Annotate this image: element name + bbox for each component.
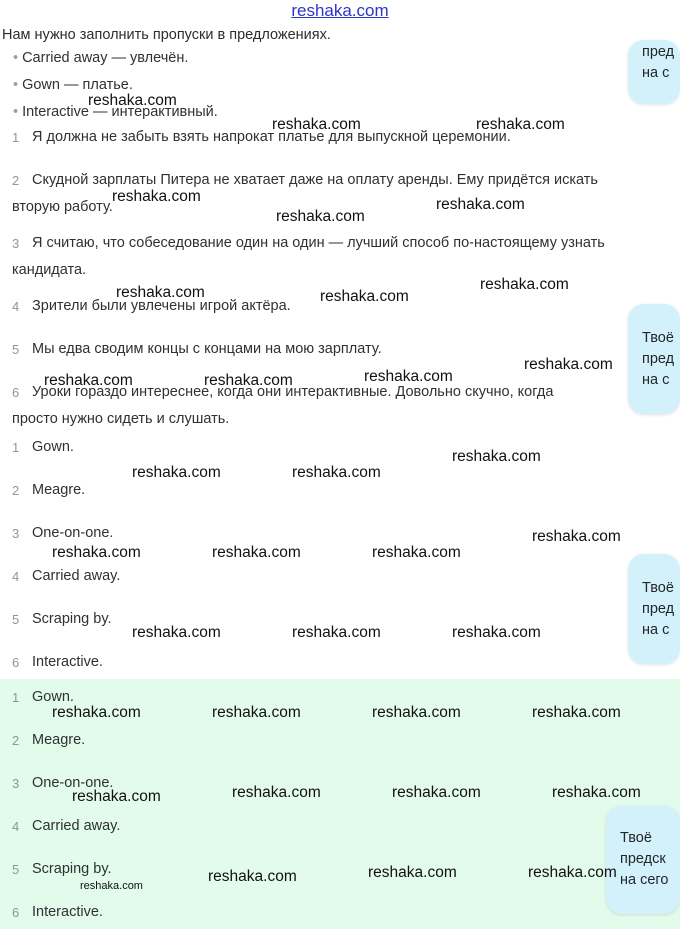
item-number: 6 (12, 655, 20, 670)
watermark: reshaka.com (364, 368, 453, 385)
sentence-text-cont: вторую работу. (12, 199, 113, 215)
watermark: reshaka.com (532, 704, 621, 721)
sentence-text: Мы едва сводим концы с концами на мою зарплату. (32, 341, 382, 357)
watermark: reshaka.com (368, 864, 457, 881)
watermark: reshaka.com (552, 784, 641, 801)
answer-text: One-on-one. (32, 525, 114, 541)
sentence-item (12, 230, 680, 284)
watermark: reshaka.com (204, 372, 293, 389)
answer-item (12, 563, 680, 590)
bubble-line: пред (642, 44, 675, 60)
item-number: 5 (12, 612, 20, 627)
bubble-line: на с (642, 65, 670, 81)
answer-text: Meagre. (32, 482, 86, 498)
vocab-item (13, 77, 133, 93)
answer-text: Gown. (32, 689, 74, 705)
suggestion-bubble[interactable] (628, 554, 680, 664)
answer-text: Gown. (32, 439, 74, 455)
watermark: reshaka.com (132, 624, 221, 641)
suggestion-bubble[interactable] (628, 304, 680, 414)
watermark: reshaka.com (528, 864, 617, 881)
watermark: reshaka.com (524, 356, 613, 373)
watermark: reshaka.com (72, 788, 161, 805)
item-number: 3 (12, 776, 20, 791)
item-number: 4 (12, 299, 20, 314)
watermark: reshaka.com (532, 528, 621, 545)
answer-item (12, 434, 680, 461)
watermark: reshaka.com (208, 868, 297, 885)
watermark: reshaka.com (372, 704, 461, 721)
answer-text: Interactive. (32, 904, 103, 920)
watermark: reshaka.com (44, 372, 133, 389)
watermark: reshaka.com (476, 116, 565, 133)
suggestion-bubble[interactable] (606, 806, 680, 914)
watermark: reshaka.com (392, 784, 481, 801)
task-intro: Нам нужно заполнить пропуски в предложениях. (2, 27, 331, 43)
sentence-text: Я считаю, что собеседование один на один — лучший способ по-настоящему узнать (32, 235, 605, 251)
watermark: reshaka.com (292, 624, 381, 641)
watermark: reshaka.com (436, 196, 525, 213)
item-number: 3 (12, 236, 20, 251)
answer-text: Interactive. (32, 654, 103, 670)
watermark: reshaka.com (320, 288, 409, 305)
bubble-line: пред (642, 351, 675, 367)
sentence-text-cont: кандидата. (12, 262, 87, 278)
item-number: 4 (12, 569, 20, 584)
bullet-dot: • (13, 50, 19, 66)
item-number: 2 (12, 173, 20, 188)
item-number: 3 (12, 526, 20, 541)
answer-text: Carried away. (32, 568, 121, 584)
answer-item (12, 649, 680, 676)
watermark: reshaka.com (292, 464, 381, 481)
bubble-line: на с (642, 622, 670, 638)
vocab-item (13, 50, 188, 66)
watermark: reshaka.com (480, 276, 569, 293)
sentence-text: Зрители были увлечены игрой актёра. (32, 298, 291, 314)
bubble-line: Твоё (620, 830, 652, 846)
vocab-text: Gown — платье. (22, 77, 133, 93)
item-number: 6 (12, 905, 20, 920)
watermark: reshaka.com (80, 880, 143, 892)
item-number: 5 (12, 342, 20, 357)
watermark: reshaka.com (452, 624, 541, 641)
watermark: reshaka.com (272, 116, 361, 133)
watermark: reshaka.com (112, 188, 201, 205)
sentence-text: Уроки гораздо интереснее, когда они интерактивные. Довольно скучно, когда (32, 384, 554, 400)
watermark: reshaka.com (372, 544, 461, 561)
answer-text: Scraping by. (32, 611, 112, 627)
sentence-text-cont: просто нужно сидеть и слушать. (12, 411, 230, 427)
watermark: reshaka.com (212, 544, 301, 561)
bubble-line: на сего (620, 872, 669, 888)
answer-item (12, 813, 680, 840)
sentence-text: Я должна не забыть взять напрокат платье для выпускной церемонии. (32, 129, 511, 145)
bubble-line: Твоё (642, 580, 674, 596)
site-link[interactable]: reshaka.com (291, 1, 389, 20)
bubble-line: пред (642, 601, 675, 617)
item-number: 1 (12, 690, 20, 705)
item-number: 2 (12, 733, 20, 748)
bubble-line: предск (620, 851, 666, 867)
watermark: reshaka.com (116, 284, 205, 301)
bubble-line: Твоё (642, 330, 674, 346)
answer-item (12, 899, 680, 926)
item-number: 5 (12, 862, 20, 877)
sentence-text: Скудной зарплаты Питера не хватает даже на оплату аренды. Ему придётся искать (32, 172, 598, 188)
item-number: 2 (12, 483, 20, 498)
answer-text: One-on-one. (32, 775, 114, 791)
watermark: reshaka.com (452, 448, 541, 465)
vocab-text: Interactive — интерактивный. (22, 104, 218, 120)
item-number: 6 (12, 385, 20, 400)
watermark: reshaka.com (88, 92, 177, 109)
answer-text: Meagre. (32, 732, 86, 748)
watermark: reshaka.com (212, 704, 301, 721)
item-number: 1 (12, 130, 20, 145)
item-number: 1 (12, 440, 20, 455)
item-number: 4 (12, 819, 20, 834)
bullet-dot: • (13, 77, 19, 93)
watermark: reshaka.com (52, 544, 141, 561)
answer-item (12, 727, 680, 754)
bullet-dot: • (13, 104, 19, 120)
watermark: reshaka.com (276, 208, 365, 225)
vocab-text: Carried away — увлечён. (22, 50, 189, 66)
answer-text: Scraping by. (32, 861, 112, 877)
watermark: reshaka.com (132, 464, 221, 481)
bubble-line: на с (642, 372, 670, 388)
watermark: reshaka.com (232, 784, 321, 801)
suggestion-bubble[interactable] (628, 40, 680, 104)
watermark: reshaka.com (52, 704, 141, 721)
answer-text: Carried away. (32, 818, 121, 834)
